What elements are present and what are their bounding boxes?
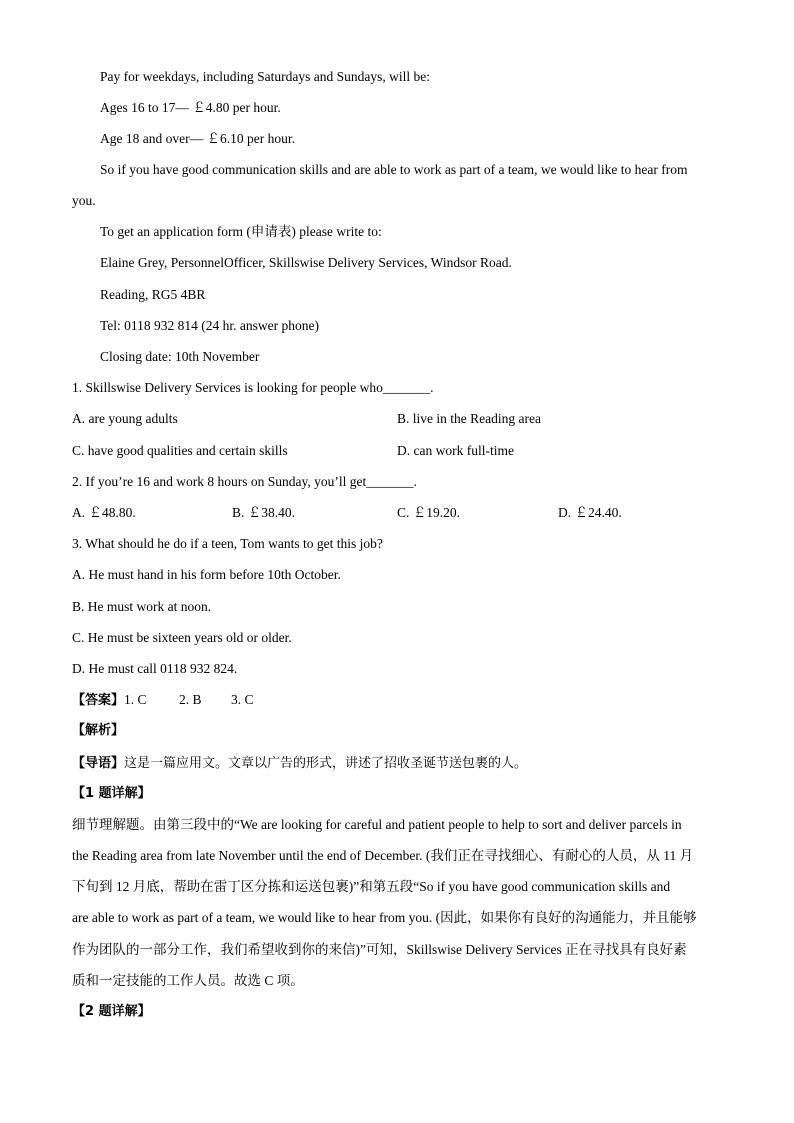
guide-row xyxy=(72,754,527,773)
skills-line-1: So if you have good communication skills and are able to work as part of a team, we would like to hear from xyxy=(100,162,688,177)
address-line-2: Reading, RG5 4BR xyxy=(100,287,206,302)
guide-label: 【导语】 xyxy=(72,756,125,771)
question-2-detail-label: 【2 题详解】 xyxy=(72,1004,151,1019)
question-1-stem: 1. Skillswise Delivery Services is looking for people who_______. xyxy=(72,380,434,395)
application-line: To get an application form (申请表) please write to: xyxy=(100,224,382,239)
question-1-detail-line-5: 作为团队的一部分工作，我们希望收到你的来信)”可知，Skillswise Delivery Services 正在寻找具有良好素 xyxy=(72,942,687,957)
question-3-option-d: D. He must call 0118 932 824. xyxy=(72,661,238,676)
address-line-1: Elaine Grey, PersonnelOfficer, Skillswise Delivery Services, Windsor Road. xyxy=(100,255,512,270)
question-1-detail-line-2: the Reading area from late November until the end of December. (我们正在寻找细心、有耐心的人员，从 11 月 xyxy=(72,848,694,863)
question-1-detail-label: 【1 题详解】 xyxy=(72,786,151,801)
question-1-detail-line-3: 下旬到 12 月底，帮助在雷丁区分拣和运送包裹)”和第五段“So if you have good communication skills and xyxy=(72,879,671,894)
skills-line-2: you. xyxy=(72,193,96,208)
pay-rate-18-over: Age 18 and over— ￡6.10 per hour. xyxy=(100,131,295,146)
question-3-option-a: A. He must hand in his form before 10th October. xyxy=(72,567,341,582)
question-1-option-b: B. live in the Reading area xyxy=(397,411,541,426)
question-1-option-a: A. are young adults xyxy=(72,411,178,426)
question-2-option-a: A. ￡48.80. xyxy=(72,505,136,520)
question-1-detail-line-6: 质和一定技能的工作人员。故选 C 项。 xyxy=(72,973,304,988)
guide-text: 这是一篇应用文。文章以广告的形式，讲述了招收圣诞节送包裹的人。 xyxy=(124,756,528,771)
telephone-line: Tel: 0118 932 814 (24 hr. answer phone) xyxy=(100,318,320,333)
answer-label: 【答案】 xyxy=(72,693,125,708)
answer-1: 1. C xyxy=(124,692,147,707)
answer-row xyxy=(72,691,147,710)
question-2-option-b: B. ￡38.40. xyxy=(232,505,296,520)
question-1-option-d: D. can work full-time xyxy=(397,443,514,458)
closing-date: Closing date: 10th November xyxy=(100,349,260,364)
question-2-option-d: D. ￡24.40. xyxy=(558,505,622,520)
question-2-stem: 2. If you’re 16 and work 8 hours on Sunday, you’ll get_______. xyxy=(72,474,417,489)
pay-intro: Pay for weekdays, including Saturdays and Sundays, will be: xyxy=(100,69,430,84)
analysis-label: 【解析】 xyxy=(72,723,125,738)
question-1-detail-line-4: are able to work as part of a team, we would like to hear from you. (因此，如果你有良好的沟通能力，并且能够 xyxy=(72,910,697,925)
question-1-option-c: C. have good qualities and certain skills xyxy=(72,443,288,458)
pay-rate-16-17: Ages 16 to 17— ￡4.80 per hour. xyxy=(100,100,281,115)
question-3-stem: 3. What should he do if a teen, Tom wants to get this job? xyxy=(72,536,383,551)
question-3-option-c: C. He must be sixteen years old or older. xyxy=(72,630,292,645)
question-3-option-b: B. He must work at noon. xyxy=(72,599,212,614)
question-2-option-c: C. ￡19.20. xyxy=(397,505,461,520)
answer-3: 3. C xyxy=(231,692,254,707)
answer-2: 2. B xyxy=(179,692,202,707)
question-1-detail-line-1: 细节理解题。由第三段中的“We are looking for careful and patient people to help to sort and deliver parcels in xyxy=(72,817,682,832)
